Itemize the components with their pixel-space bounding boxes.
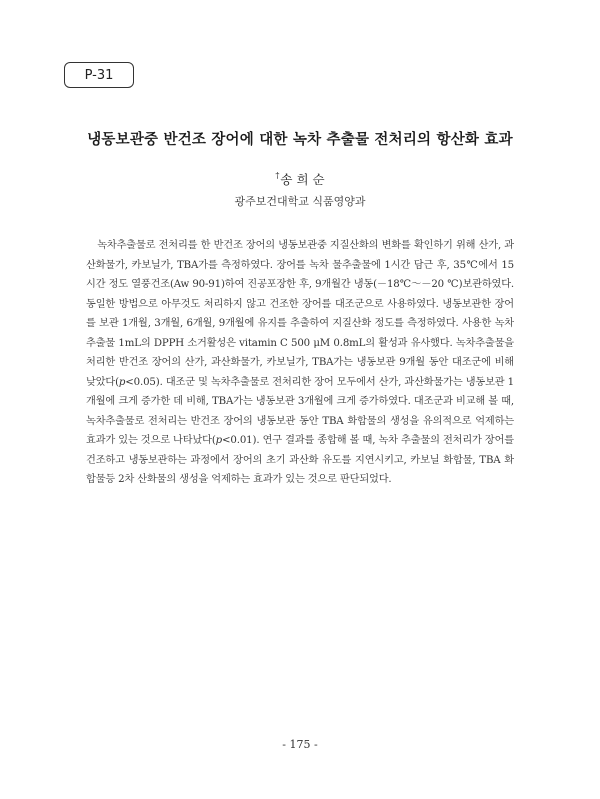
abstract-text-part2: <0.05). 대조군 및 녹차추출물로 전처리한 장어 모두에서 산가, 과산화물가는 냉동보관 1개월에 크게 증가한 데 비해, TBA가는 냉동보관 3개월에 크게 증가하였다. 대조군과 비교해 볼 때, 녹차추출물로 전처리는 반건조 장어의 냉동보관 동안 TBA 화합물의 생성을 유의적으로 억제하는 효과가 있는 것으로 나타났다( — [86, 376, 514, 446]
paper-title: 냉동보관중 반건조 장어에 대한 녹차 추출물 전처리의 항산화 효과 — [87, 132, 513, 148]
page-number: - 175 - — [282, 738, 318, 751]
p-value-symbol: p — [215, 435, 223, 446]
corresponding-author-mark: † — [275, 171, 280, 180]
p-value-symbol: p — [118, 376, 126, 388]
abstract-body — [86, 236, 514, 490]
author-affiliation: 광주보건대학교 식품영양과 — [234, 195, 366, 208]
author-name: 송 희 순 — [280, 172, 325, 187]
abstract-text-part1: 녹차추출물로 전처리를 한 반건조 장어의 냉동보관중 지질산화의 변화를 확인하기 위해 산가, 과산화물가, 카보닐가, TBA가를 측정하였다. 장어를 녹차 물추출물에 1시간 담근 후, 35℃에서 15 시간 정도 열풍건조(Aw 90-91)하여 진공포장한 후, 9개월간 냉동(－18℃～－20 ℃)보관하였다. 동일한 방법으로 아무것도 처리하지 않고 건조한 장어를 대조군으로 사용하였다. 냉동보관한 장어를 보관 1개월, 3개월, 6개월, 9개월에 유지를 추출하여 지질산화 정도를 측정하였다. 사용한 녹차 추출물 1mL의 DPPH 소거활성은 vitamin C 500 μM 0.8mL의 활성과 유사했다. 녹차추출물을 처리한 반건조 장어의 산가, 과산화물가, 카보닐가, TBA가는 냉동보관 9개월 동안 대조군에 비해 낮았다( — [86, 240, 514, 388]
poster-id-badge: P-31 — [64, 62, 134, 88]
author-line — [0, 170, 600, 188]
abstract-text-part3: <0.01). 연구 결과를 종합해 볼 때, 녹차 추출물의 전처리가 장어를 건조하고 냉동보관하는 과정에서 장어의 초기 과산화 유도를 지연시키고, 카보닐 화합물, TBA 화합물등 2차 산화물의 생성을 억제하는 효과가 있는 것으로 판단되었다. — [86, 435, 514, 485]
